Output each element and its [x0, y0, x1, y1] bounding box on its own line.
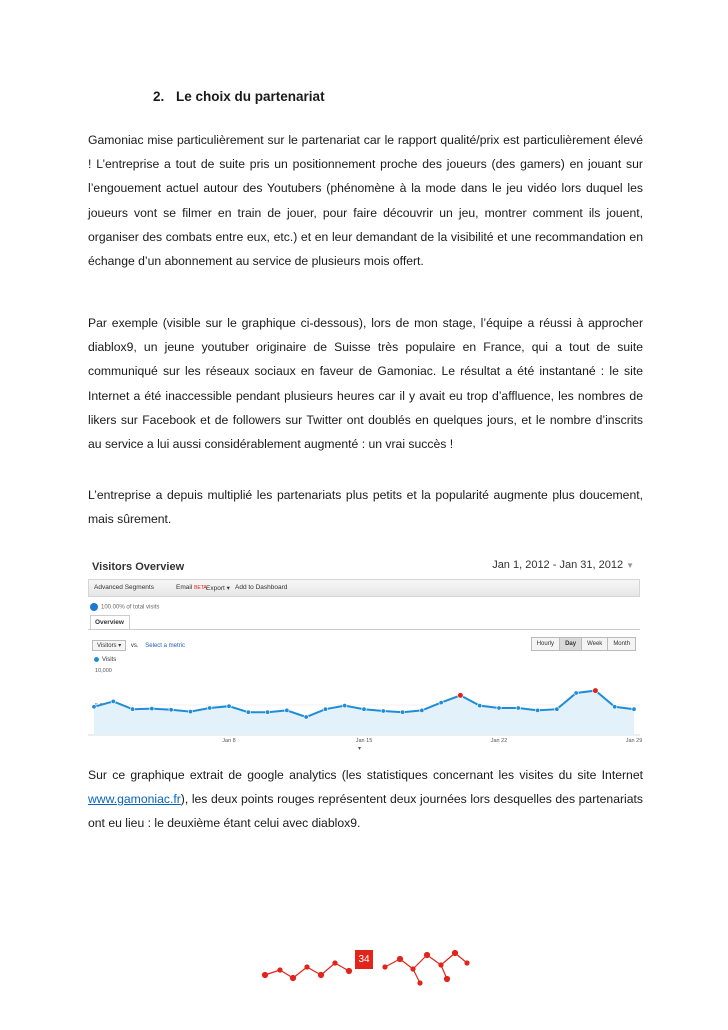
tab-divider	[88, 629, 640, 630]
legend-label: Visits	[102, 657, 117, 664]
legend-dot	[94, 657, 99, 662]
data-point	[420, 708, 424, 712]
paragraph-2: Par exemple (visible sur le graphique ci-dessous), lors de mon stage, l’équipe a réussi à approcher diablox9, un jeune youtuber originaire de Suisse très populaire en France, qui a tout de suite communiqué sur les réseaux sociaux en faveur de Gamoniac. Le résultat a été instantané : le site Internet a été inaccessible pendant plusieurs heures car il y avait eu trop d’affluence, les nombres de likers sur Facebook et de followers sur Twitter ont doublés en quelques jours, et le nombre d’inscrits au service a lui aussi considérablement augmenté : un vrai succès !	[88, 316, 643, 452]
metric-select-label: Visitors	[97, 643, 117, 649]
select-metric-link[interactable]: Select a metric	[145, 643, 185, 649]
tab-overview[interactable]: Overview	[90, 615, 130, 629]
add-to-dashboard-button[interactable]: Add to Dashboard	[235, 584, 288, 591]
x-tick-label: Jan 8	[222, 738, 236, 744]
site-link[interactable]: www.gamoniac.fr	[88, 792, 181, 807]
scroll-handle-icon[interactable]: ▾	[358, 746, 362, 752]
advanced-segments-button[interactable]: Advanced Segments	[94, 584, 154, 591]
data-point	[265, 710, 269, 714]
data-point	[343, 703, 347, 707]
data-point	[304, 715, 308, 719]
x-tick-label: Jan 29	[625, 738, 643, 744]
export-button[interactable]: Export ▾	[206, 585, 230, 592]
data-point	[323, 707, 327, 711]
visits-chart	[88, 673, 643, 745]
caption-after: ), les deux points rouges représentent deux journées lors desquelles des partenariats ont eu lieu : le deuxième étant celui avec diablox9.	[88, 792, 643, 831]
analytics-toolbar	[88, 579, 640, 597]
metric-controls	[92, 640, 185, 651]
vs-label: vs.	[130, 643, 139, 649]
data-point	[150, 706, 154, 710]
section-title: Le choix du partenariat	[176, 89, 325, 104]
segment-note: 100.00% of total visits	[101, 604, 160, 611]
data-point	[111, 699, 115, 703]
caption-before: Sur ce graphique extrait de google analytics (les statistiques concernant les visites du site Internet	[88, 768, 643, 782]
period-day[interactable]: Day	[559, 637, 582, 651]
data-point	[516, 706, 520, 710]
y-tick-top: 10,000	[95, 668, 112, 674]
chart-legend	[94, 657, 116, 663]
highlight-point	[458, 693, 464, 699]
data-point	[169, 708, 173, 712]
data-point	[400, 710, 404, 714]
period-week[interactable]: Week	[581, 637, 608, 651]
beta-badge: BETA	[194, 585, 207, 591]
data-point	[362, 707, 366, 711]
section-heading	[153, 89, 325, 104]
data-point	[381, 709, 385, 713]
section-number: 2.	[153, 89, 165, 104]
data-point	[130, 707, 134, 711]
date-range-label: Jan 1, 2012 - Jan 31, 2012	[492, 559, 624, 571]
period-month[interactable]: Month	[607, 637, 636, 651]
data-point	[632, 707, 636, 711]
data-point	[208, 706, 212, 710]
export-label: Export	[206, 585, 225, 592]
segment-row	[90, 603, 159, 611]
data-point	[555, 707, 559, 711]
email-button[interactable]	[176, 584, 207, 591]
data-point	[227, 704, 231, 708]
analytics-title: Visitors Overview	[92, 561, 185, 573]
x-tick-label: Jan 22	[490, 738, 508, 744]
data-point	[497, 706, 501, 710]
series-area	[94, 691, 634, 735]
page-number: 34	[355, 950, 373, 969]
data-point	[613, 705, 617, 709]
analytics-screenshot	[88, 553, 643, 753]
data-point	[574, 691, 578, 695]
segment-pie-icon	[90, 603, 98, 611]
x-tick-label: Jan 15	[355, 738, 373, 744]
period-hourly[interactable]: Hourly	[531, 637, 560, 651]
chevron-down-icon: ▼	[626, 561, 634, 570]
paragraph-3: L’entreprise a depuis multiplié les partenariats plus petits et la popularité augmente plus doucement, mais sûrement.	[88, 488, 643, 527]
email-label: Email	[176, 584, 193, 591]
data-point	[285, 708, 289, 712]
period-switcher	[532, 637, 636, 651]
date-range-picker[interactable]	[492, 559, 634, 571]
data-point	[535, 708, 539, 712]
caption-paragraph	[88, 763, 643, 836]
data-point	[188, 709, 192, 713]
highlight-point	[593, 688, 599, 694]
data-point	[92, 705, 96, 709]
metric-select[interactable]: Visitors ▾	[92, 640, 126, 651]
paragraph-1: Gamoniac mise particulièrement sur le partenariat car le rapport qualité/prix est particulièrement élevé ! L’entreprise a tout de suite pris un positionnement proche des joueurs (des gamers) en jouant sur l’engouement actuel autour des Youtubers (phénomène à la mode dans le jeu vidéo lors duquel les joueurs vont se filmer en train de jouer, pour faire découvrir un jeu, montrer comment ils jouent, organiser des combats entre eux, etc.) et en leur demandant de la visibilité et une recommandation en échange d’un abonnement au service de plusieurs mois offert.	[88, 133, 643, 269]
data-point	[478, 703, 482, 707]
data-point	[246, 710, 250, 714]
data-point	[439, 700, 443, 704]
